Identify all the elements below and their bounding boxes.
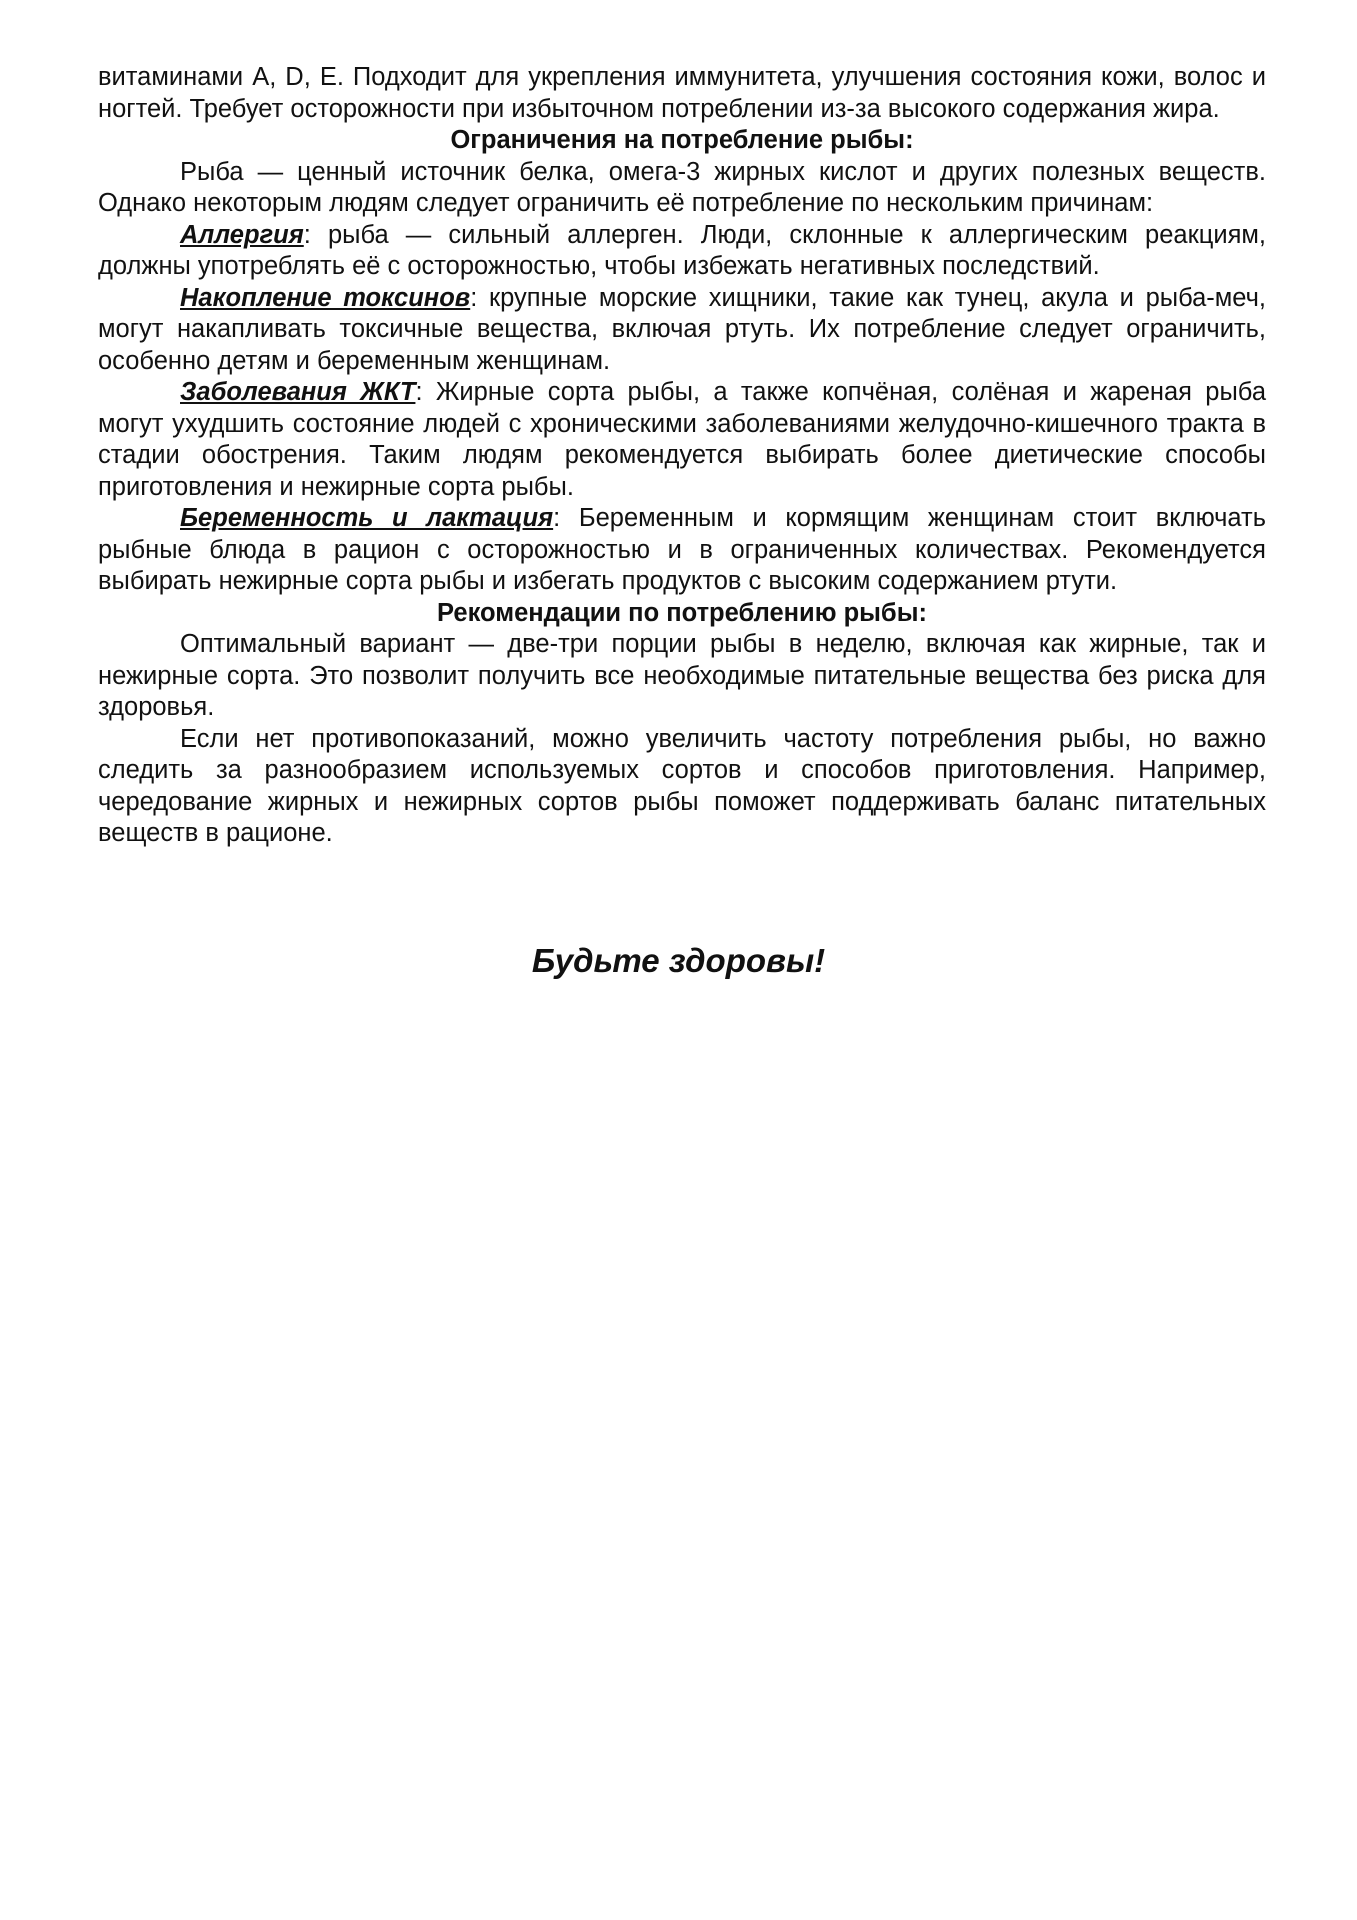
restriction-item-allergy xyxy=(98,220,1266,283)
recommendations-heading: Рекомендации по потреблению рыбы: xyxy=(437,598,927,627)
restrictions-heading: Ограничения на потребление рыбы: xyxy=(450,126,914,154)
recommendations-paragraph: Оптимальный вариант — две-три порции рыбы в неделю, включая как жирные, так и нежирные сорта. Это позволит получить все необходимые питательные вещества без риска для здоровья. xyxy=(98,630,1266,721)
restriction-text-toxins: крупные морские хищники, такие как тунец, акула и рыба-меч, могут накапливать токсичные вещества, включая ртуть. Их потребление следует ограничить, особенно детям и беременным женщинам. xyxy=(98,283,1267,375)
restriction-item-pregnancy xyxy=(98,503,1266,598)
restriction-text-allergy: рыба — сильный аллерген. Люди, склонные к аллергическим реакциям, должны употреблять её с осторожностью, чтобы избежать негативных последствий. xyxy=(98,220,1266,280)
restriction-separator: : xyxy=(553,504,579,532)
intro-paragraph: витаминами A, D, E. Подходит для укрепления иммунитета, улучшения состояния кожи, волос и ногтей. Требует осторожности при избыточном потреблении из-за высокого содержания жира. xyxy=(98,63,1266,123)
restriction-item-gastro xyxy=(98,377,1266,503)
restriction-separator: : xyxy=(470,283,489,312)
restriction-term-toxins: Накопление токсинов xyxy=(180,283,471,312)
restriction-text-gastro: Жирные сорта рыбы, а также копчёная, солёная и жареная рыба могут ухудшить состояние людей с хроническими заболеваниями желудочно-кишечного тракта в стадии обострения. Таким людям рекомендуется выбирать более диетические способы приготовления и нежирные сорта рыбы. xyxy=(98,378,1266,501)
recommendations-paragraph: Если нет противопоказаний, можно увеличить частоту потребления рыбы, но важно следить за разнообразием используемых сортов и способов приготовления. Например, чередование жирных и нежирных сортов рыбы поможет поддерживать баланс питательных веществ в рационе. xyxy=(98,724,1266,847)
restriction-term-allergy: Аллергия xyxy=(180,220,304,249)
restrictions-intro-paragraph: Рыба — ценный источник белка, омега-3 жирных кислот и других полезных веществ. Однако некоторым людям следует ограничить её потребление по нескольким причинам: xyxy=(98,157,1266,217)
restriction-item-toxins xyxy=(98,283,1266,378)
closing-wish: Будьте здоровы! xyxy=(531,942,826,979)
restriction-separator: : xyxy=(303,220,328,249)
document-page xyxy=(98,62,1266,850)
restriction-text-pregnancy: Беременным и кормящим женщинам стоит включать рыбные блюда в рацион с осторожностью и в ограниченных количествах. Рекомендуется выбирать нежирные сорта рыбы и избегать продуктов с высоким содержанием ртути. xyxy=(98,504,1267,595)
restriction-term-gastro: Заболевания ЖКТ xyxy=(180,378,416,406)
restriction-term-pregnancy: Беременность и лактация xyxy=(180,504,554,532)
restriction-separator: : xyxy=(415,378,436,406)
